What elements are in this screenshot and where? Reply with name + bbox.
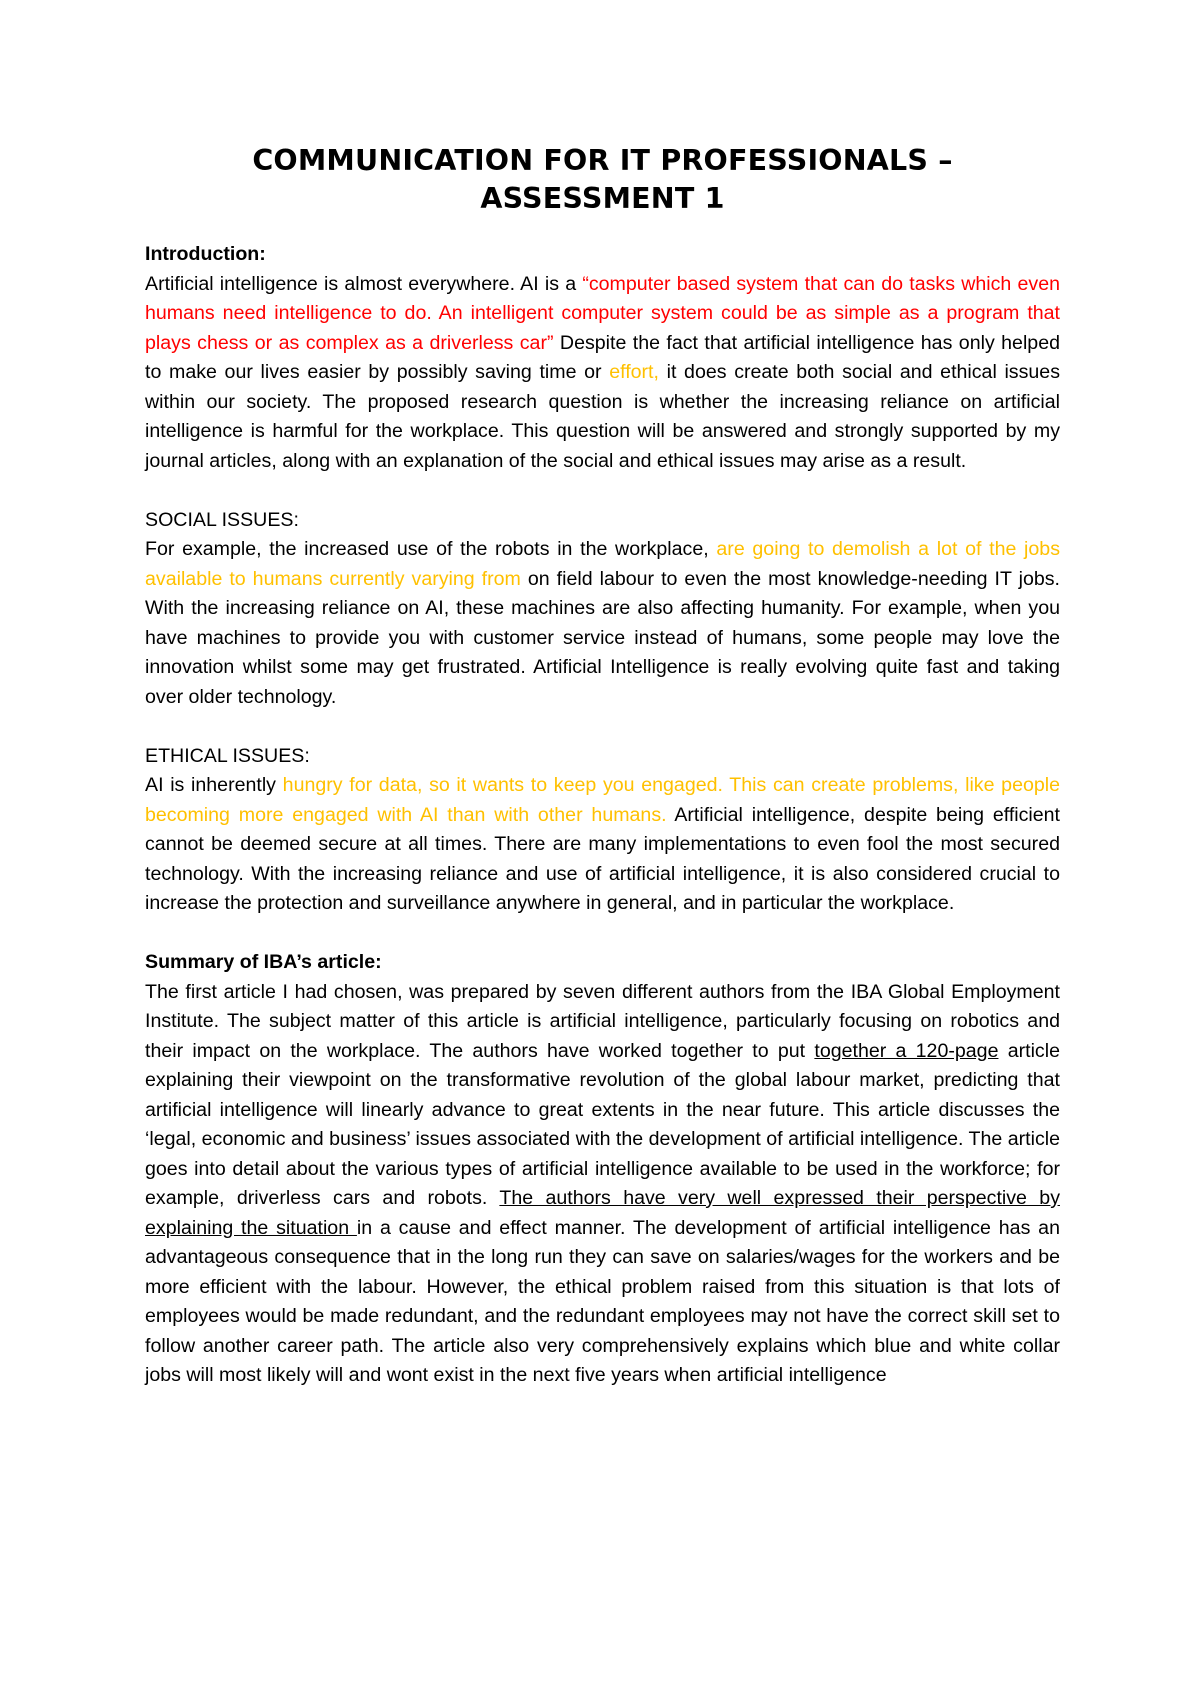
social-text-2: on field labour to even the most knowledge-needing IT jobs. With the increasing reliance on AI, these machines are also affecting humanity. For example, when you have machines to provide you with customer service instead of humans, some people may love the innovation whilst some may get frustrated. Artificial Intelligence is really evolving quite fast and taking over older technology.	[145, 567, 1060, 708]
summary-text-2: article explaining their viewpoint on the transformative revolution of the global labour market, predicting that artificial intelligence will linearly advance to great extents in the near future. This article discusses the ‘legal, economic and business’ issues associated with the development of artificial intelligence. The article goes into detail about the various types of artificial intelligence available to be used in the workforce; for example, driverless cars and robots.	[145, 1039, 1060, 1209]
ethical-issues-paragraph	[145, 771, 1060, 919]
intro-text-1: Artificial intelligence is almost everywhere. AI is a	[145, 272, 583, 295]
document-title: COMMUNICATION FOR IT PROFESSIONALS – ASSESSMENT 1	[252, 144, 953, 215]
summary-underline-2: The authors have very well expressed their perspective by explaining the situation	[145, 1187, 1060, 1239]
ethical-text-2: Artificial intelligence, despite being efficient cannot be deemed secure at all times. There are many implementations to even fool the most secured technology. With the increasing reliance and use of artificial intelligence, it is also considered crucial to increase the protection and surveillance anywhere in general, and in particular the workplace.	[145, 803, 1061, 914]
ethical-highlight: hungry for data, so it wants to keep you engaged. This can create problems, like people becoming more engaged with AI than with other humans.	[145, 774, 1061, 826]
summary-section	[145, 948, 1060, 1391]
social-text-1: For example, the increased use of the robots in the workplace,	[145, 538, 717, 560]
social-issues-heading: SOCIAL ISSUES:	[145, 508, 299, 531]
intro-text-2: Despite the fact that artificial intelligence has only helped to make our lives easier by possibly saving time or	[145, 331, 1060, 383]
summary-paragraph	[145, 978, 1060, 1391]
summary-text-3: in a cause and effect manner. The development of artificial intelligence has an advantageous consequence that in the long run they can save on salaries/wages for the workers and be more efficient with the labour. However, the ethical problem raised from this situation is that lots of employees would be made redundant, and the redundant employees may not have the correct skill set to follow another career path. The article also very comprehensively explains which blue and white collar jobs will most likely will and wont exist in the next five years when artificial intelligence	[145, 1216, 1060, 1386]
intro-text-3: it does create both social and ethical issues within our society. The proposed research question is whether the increasing reliance on artificial intelligence is harmful for the workplace. This question will be answered and strongly supported by my journal articles, along with an explanation of the social and ethical issues may arise as a result.	[145, 361, 1060, 472]
introduction-section	[145, 240, 1060, 476]
summary-heading: Summary of IBA’s article:	[145, 951, 382, 973]
social-highlight: are going to demolish a lot of the jobs available to humans currently varying from	[145, 538, 1060, 590]
introduction-paragraph	[145, 270, 1060, 477]
summary-underline-1: together a 120-page	[814, 1039, 999, 1062]
social-issues-paragraph	[145, 535, 1060, 712]
ethical-text-1: AI is inherently	[145, 774, 283, 796]
ethical-issues-heading: ETHICAL ISSUES:	[145, 744, 310, 767]
ai-definition-quote: “computer based system that can do tasks which even humans need intelligence to do. An intelligent computer system could be as simple as a program that plays chess or as complex as a driverless car”	[145, 272, 1060, 354]
intro-highlight-effort: effort,	[609, 361, 659, 383]
introduction-heading: Introduction:	[145, 243, 266, 265]
summary-text-1: The first article I had chosen, was prepared by seven different authors from the IBA Global Employment Institute. The subject matter of this article is artificial intelligence, particularly focusing on robotics and their impact on the workplace. The authors have worked together to put	[145, 980, 1060, 1062]
social-issues-section	[145, 506, 1060, 713]
ethical-issues-section	[145, 742, 1060, 919]
